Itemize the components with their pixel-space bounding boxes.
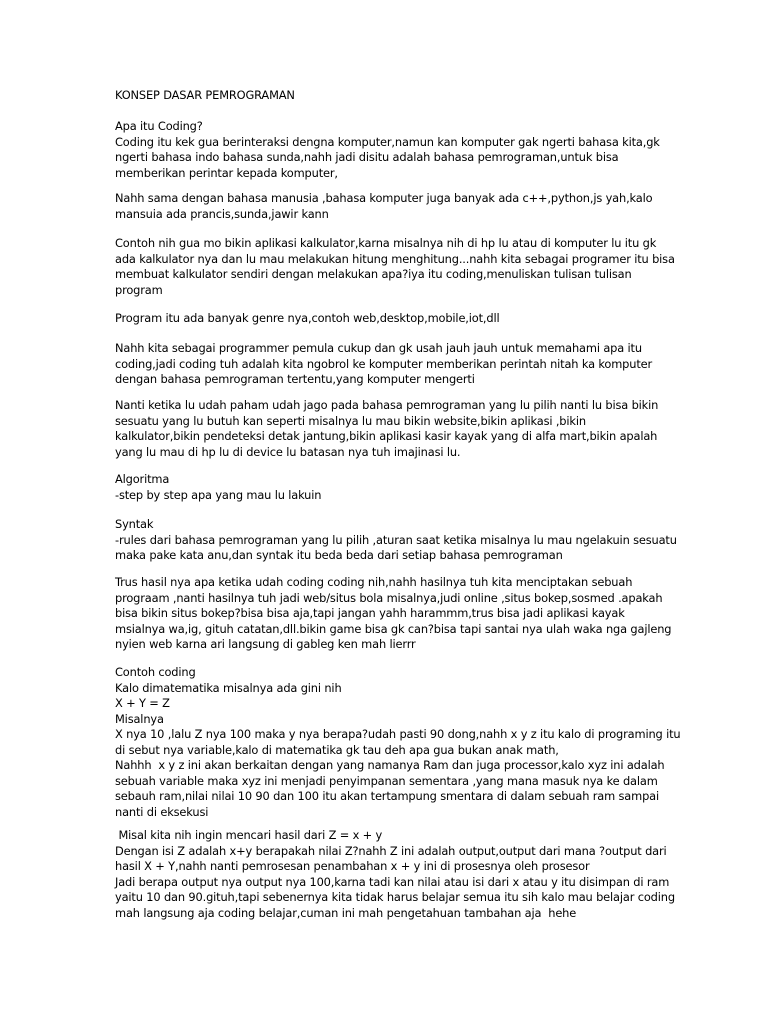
paragraph-nanti-ketika: Nanti ketika lu udah paham udah jago pada bahasa pemrograman yang lu pilih nanti lu bisa bikin sesuatu yang lu butuh kan seperti misalnya lu mau bikin website,bikin aplikasi ,bikin kalkulator,bikin pendeteksi detak jantung,bikin aplikasi kasir kayak yang di alfa mart,bikin apalah yang lu mau di hp lu di device lu batasan nya tuh imajinasi lu. — [115, 398, 659, 459]
paragraph-misal-hasil: Misal kita nih ingin mencari hasil dari Z = x + y Dengan isi Z adalah x+y berapakah nilai Z?nahh Z ini adalah output,output dari mana ?output dari hasil X + Y,nahh nanti pemrosesan penambahan x + y ini di prosesnya oleh prosesor Jadi berapa output nya output nya 100,karna tadi kan nilai atau isi dari x atau y itu disimpan di ram yaitu 10 dan 90.gituh,tapi sebenernya kita tidak harus belajar semua itu sih kalo mau belajar coding mah langsung aja coding belajar,cuman ini mah pengetahuan tambahan aja hehe — [115, 828, 675, 920]
paragraph-syntak: Syntak -rules dari bahasa pemrograman yang lu pilih ,aturan saat ketika misalnya lu mau ngelakuin sesuatu maka pake kata anu,dan syntak itu beda beda dari setiap bahasa pemrograman — [115, 517, 677, 562]
paragraph-contoh-kalkulator: Contoh nih gua mo bikin aplikasi kalkulator,karna misalnya nih di hp lu atau di komputer lu itu gk ada kalkulator nya dan lu mau melakukan hitung menghitung...nahh kita sebagai programer itu bisa membuat kalkulator sendiri dengan melakukan apa?iya itu coding,menuliskan tulisan tulisan program — [115, 236, 675, 297]
paragraph-algoritma: Algoritma -step by step apa yang mau lu lakuin — [115, 472, 322, 502]
paragraph-genre-program: Program itu ada banyak genre nya,contoh web,desktop,mobile,iot,dll — [115, 311, 500, 325]
paragraph-contoh-coding: Contoh coding Kalo dimatematika misalnya ada gini nih X + Y = Z Misalnya X nya 10 ,lalu Z nya 100 maka y nya berapa?udah pasti 90 dong,nahh x y z itu kalo di programing itu di sebut nya variable,kalo di matematika gk tau deh apa gua bukan anak math, Nahhh x y z ini akan berkaitan dengan yang namanya Ram dan juga processor,kalo xyz ini adalah sebuah variable maka xyz ini menjadi penyimpanan sementara ,yang mana masuk nya ke dalam sebauh ram,nilai nilai 10 90 dan 100 itu akan tertampung smentara di dalam sebuah ram sampai nanti di eksekusi — [115, 665, 681, 819]
paragraph-programmer-pemula: Nahh kita sebagai programmer pemula cukup dan gk usah jauh jauh untuk memahami apa itu coding,jadi coding tuh adalah kita ngobrol ke komputer memberikan perintah nitah ka komputer dengan bahasa pemrograman tertentu,yang komputer mengerti — [115, 341, 653, 386]
paragraph-bahasa-komputer: Nahh sama dengan bahasa manusia ,bahasa komputer juga banyak ada c++,python,js yah,kalo mansuia ada prancis,sunda,jawir kann — [115, 191, 653, 221]
paragraph-apa-itu-coding: Apa itu Coding? Coding itu kek gua berinteraksi dengna komputer,namun kan komputer gak ngerti bahasa kita,gk ngerti bahasa indo bahasa sunda,nahh jadi disitu adalah bahasa pemrograman,untuk bisa memberikan perintar kepada komputer, — [115, 119, 660, 180]
document-title: KONSEP DASAR PEMROGRAMAN — [115, 88, 295, 102]
paragraph-hasil-coding: Trus hasil nya apa ketika udah coding coding nih,nahh hasilnya tuh kita menciptakan sebuah prograam ,nanti hasilnya tuh jadi web/situs bola misalnya,judi online ,situs bokep,sosmed .apakah bisa bikin situs bokep?bisa bisa aja,tapi jangan yahh harammm,trus bisa jadi aplikasi kayak msialnya wa,ig, gituh catatan,dll.bikin game bisa gk can?bisa tapi santai nya ulah waka nga gajleng nyien web karna ari langsung di gableg ken mah lierrr — [115, 575, 672, 651]
